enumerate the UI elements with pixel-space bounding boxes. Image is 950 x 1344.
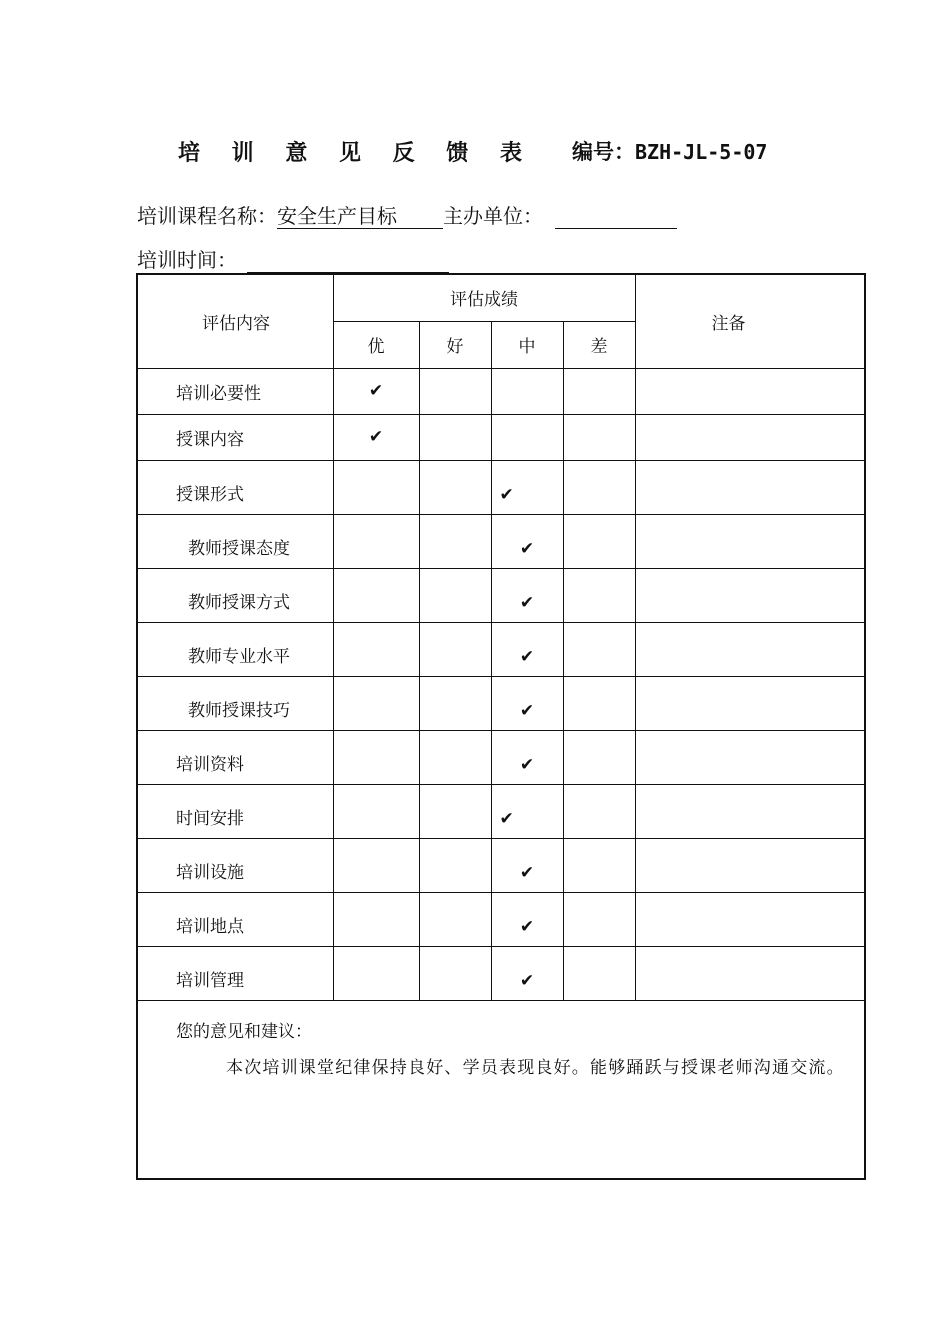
row-label: 培训资料 bbox=[137, 730, 333, 784]
header-score: 评估成绩 bbox=[333, 274, 635, 321]
grade-cell[interactable] bbox=[419, 568, 491, 622]
table-row bbox=[137, 514, 865, 568]
course-line bbox=[137, 200, 677, 229]
checkmark-icon: ✔ bbox=[519, 917, 535, 937]
grade-cell[interactable] bbox=[419, 892, 491, 946]
grade-cell[interactable] bbox=[419, 730, 491, 784]
note-cell[interactable] bbox=[635, 368, 865, 414]
grade-cell[interactable] bbox=[563, 946, 635, 1000]
row-label: 培训地点 bbox=[137, 892, 333, 946]
checkmark-icon: ✔ bbox=[499, 809, 514, 829]
grade-cell[interactable] bbox=[333, 838, 419, 892]
opinion-label: 您的意见和建议： bbox=[176, 1021, 312, 1042]
code-value: BZH-JL-5-07 bbox=[635, 140, 768, 164]
row-label: 教师专业水平 bbox=[137, 622, 333, 676]
checkmark-icon: ✔ bbox=[519, 593, 535, 613]
grade-cell[interactable] bbox=[491, 784, 563, 838]
checkmark-icon: ✔ bbox=[519, 539, 535, 559]
note-cell[interactable] bbox=[635, 730, 865, 784]
checkmark-icon: ✔ bbox=[519, 863, 535, 883]
note-cell[interactable] bbox=[635, 676, 865, 730]
table-row bbox=[137, 460, 865, 514]
grade-cell[interactable] bbox=[563, 676, 635, 730]
opinion-text[interactable]: 本次培训课堂纪律保持良好、学员表现良好。能够踊跃与授课老师沟通交流。 bbox=[226, 1057, 845, 1078]
grade-cell[interactable] bbox=[333, 946, 419, 1000]
grade-cell[interactable] bbox=[333, 622, 419, 676]
table-row bbox=[137, 730, 865, 784]
table-row bbox=[137, 892, 865, 946]
grade-cell[interactable] bbox=[419, 676, 491, 730]
grade-cell[interactable] bbox=[491, 946, 563, 1000]
row-label: 培训必要性 bbox=[137, 368, 333, 414]
grade-cell[interactable] bbox=[563, 414, 635, 460]
grade-cell[interactable] bbox=[333, 784, 419, 838]
grade-cell[interactable] bbox=[419, 946, 491, 1000]
course-label: 培训课程名称： bbox=[137, 204, 277, 228]
row-label: 授课形式 bbox=[137, 460, 333, 514]
feedback-table bbox=[136, 273, 866, 1180]
grade-cell[interactable] bbox=[563, 622, 635, 676]
grade-cell[interactable] bbox=[333, 514, 419, 568]
grade-cell[interactable] bbox=[491, 838, 563, 892]
checkmark-icon: ✔ bbox=[519, 647, 535, 667]
grade-cell[interactable] bbox=[491, 568, 563, 622]
header-content: 评估内容 bbox=[137, 274, 333, 368]
row-label: 时间安排 bbox=[137, 784, 333, 838]
note-cell[interactable] bbox=[635, 892, 865, 946]
table-row bbox=[137, 568, 865, 622]
grade-cell[interactable] bbox=[333, 414, 419, 460]
grade-cell[interactable] bbox=[419, 414, 491, 460]
table-row bbox=[137, 368, 865, 414]
row-label: 授课内容 bbox=[137, 414, 333, 460]
time-line bbox=[137, 244, 449, 273]
note-cell[interactable] bbox=[635, 946, 865, 1000]
checkmark-icon: ✔ bbox=[519, 701, 535, 721]
grade-cell[interactable] bbox=[419, 514, 491, 568]
note-cell[interactable] bbox=[635, 414, 865, 460]
grade-cell[interactable] bbox=[491, 676, 563, 730]
grade-cell[interactable] bbox=[491, 460, 563, 514]
table-row bbox=[137, 414, 865, 460]
note-cell[interactable] bbox=[635, 622, 865, 676]
table-row bbox=[137, 838, 865, 892]
grade-cell[interactable] bbox=[419, 784, 491, 838]
grade-cell[interactable] bbox=[419, 460, 491, 514]
table-row bbox=[137, 622, 865, 676]
row-label: 教师授课方式 bbox=[137, 568, 333, 622]
grade-cell[interactable] bbox=[333, 892, 419, 946]
grade-cell[interactable] bbox=[563, 460, 635, 514]
grade-cell[interactable] bbox=[563, 568, 635, 622]
grade-cell[interactable] bbox=[333, 730, 419, 784]
grade-cell[interactable] bbox=[419, 622, 491, 676]
note-cell[interactable] bbox=[635, 568, 865, 622]
organizer-label: 主办单位： bbox=[443, 204, 543, 228]
form-title: 培 训 意 见 反 馈 表 bbox=[178, 140, 534, 166]
note-cell[interactable] bbox=[635, 784, 865, 838]
grade-cell[interactable] bbox=[419, 368, 491, 414]
row-label: 教师授课态度 bbox=[137, 514, 333, 568]
grade-cell[interactable] bbox=[563, 838, 635, 892]
grade-cell[interactable] bbox=[491, 622, 563, 676]
note-cell[interactable] bbox=[635, 514, 865, 568]
grade-cell[interactable] bbox=[563, 784, 635, 838]
grade-cell[interactable] bbox=[333, 676, 419, 730]
checkmark-icon: ✔ bbox=[519, 971, 535, 991]
grade-cell[interactable] bbox=[563, 368, 635, 414]
grade-cell[interactable] bbox=[491, 892, 563, 946]
table-row bbox=[137, 784, 865, 838]
code-label: 编号： bbox=[572, 139, 635, 164]
opinion-cell bbox=[137, 1000, 865, 1179]
grade-cell[interactable] bbox=[333, 368, 419, 414]
grade-excellent: 优 bbox=[333, 321, 419, 368]
note-cell[interactable] bbox=[635, 460, 865, 514]
checkmark-icon: ✔ bbox=[368, 427, 384, 447]
grade-cell[interactable] bbox=[563, 892, 635, 946]
grade-cell[interactable] bbox=[491, 730, 563, 784]
grade-good: 好 bbox=[419, 321, 491, 368]
grade-poor: 差 bbox=[563, 321, 635, 368]
grade-cell[interactable] bbox=[333, 568, 419, 622]
time-label: 培训时间： bbox=[137, 248, 237, 272]
time-value[interactable] bbox=[247, 248, 449, 273]
table-row bbox=[137, 946, 865, 1000]
checkmark-icon: ✔ bbox=[368, 381, 384, 401]
grade-cell[interactable] bbox=[333, 460, 419, 514]
row-label: 教师授课技巧 bbox=[137, 676, 333, 730]
checkmark-icon: ✔ bbox=[499, 485, 514, 505]
header-note: 注备 bbox=[635, 274, 865, 368]
grade-cell[interactable] bbox=[491, 414, 563, 460]
note-cell[interactable] bbox=[635, 838, 865, 892]
grade-cell[interactable] bbox=[491, 514, 563, 568]
grade-medium: 中 bbox=[491, 321, 563, 368]
row-label: 培训设施 bbox=[137, 838, 333, 892]
checkmark-icon: ✔ bbox=[519, 755, 535, 775]
grade-cell[interactable] bbox=[491, 368, 563, 414]
grade-cell[interactable] bbox=[563, 514, 635, 568]
course-value[interactable]: 安全生产目标 bbox=[277, 204, 443, 229]
form-code bbox=[572, 136, 767, 166]
table-row bbox=[137, 676, 865, 730]
grade-cell[interactable] bbox=[419, 838, 491, 892]
row-label: 培训管理 bbox=[137, 946, 333, 1000]
organizer-value[interactable] bbox=[555, 204, 677, 229]
grade-cell[interactable] bbox=[563, 730, 635, 784]
